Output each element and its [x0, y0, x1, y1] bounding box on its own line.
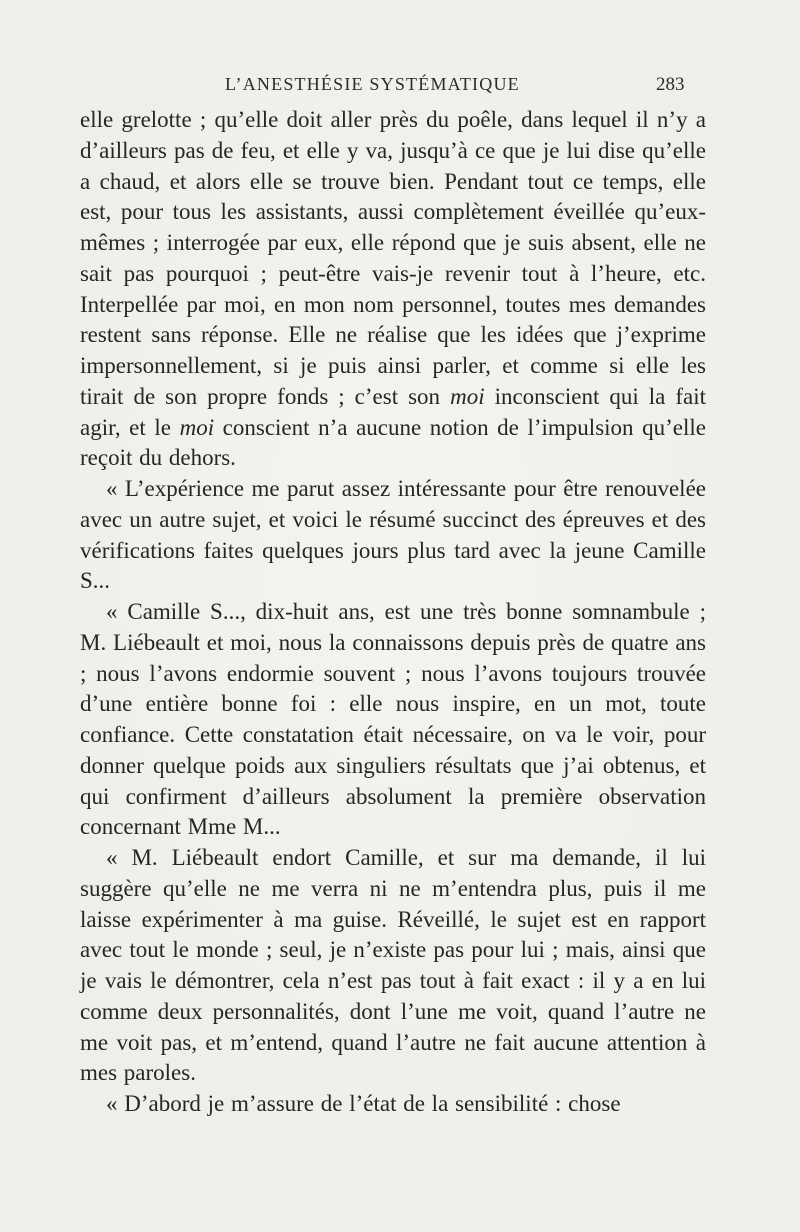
italic-word: moi [450, 383, 485, 409]
text-run: elle grelotte ; qu’elle doit aller près du poêle, dans lequel il n’y a d’ailleurs pas de feu, et elle y va, jusqu’à ce que je lui dise qu’elle a chaud, et alors elle se trouve bien. Pendant tout ce temps, elle est, pour tous les assistants, aussi complètement éveillée qu’eux-mêmes ; interrogée par eux, elle répond que je suis absent, elle ne sait pas pourquoi ; peut-être vais-je revenir tout à l’heure, etc. Interpellée par moi, en mon nom personnel, toutes mes demandes restent sans réponse. Elle ne réalise que les idées que j’exprime impersonnellement, si je puis ainsi parler, et comme si elle les tirait de son propre fonds ; c’est son [80, 107, 706, 409]
running-title: L’ANESTHÉSIE SYSTÉMATIQUE [225, 74, 520, 94]
text-run: inconscient qui la fait agir, et le [80, 383, 707, 440]
text-run: « L’expérience me parut assez intéressante pour être renouvelée avec un autre sujet, et voici le résumé succinct des épreuves et des vérifications faites quelques jours plus tard avec la jeune Camille S... [80, 476, 706, 594]
body-text [80, 105, 706, 1120]
paragraph [80, 843, 706, 1089]
paragraph [80, 1089, 706, 1120]
paragraph [80, 105, 706, 474]
page-header [0, 74, 800, 98]
paragraph [80, 597, 706, 843]
text-run: conscient n’a aucune notion de l’impulsion qu’elle reçoit du dehors. [80, 414, 706, 471]
page-number: 283 [656, 74, 685, 95]
text-run: « D’abord je m’assure de l’état de la sensibilité : chose [106, 1091, 621, 1116]
paragraph [80, 474, 706, 597]
text-run: « M. Liébeault endort Camille, et sur ma demande, il lui suggère qu’elle ne me verra ni ne m’entendra plus, puis il me laisse expérimenter à ma guise. Réveillé, le sujet est en rapport avec tout le monde ; seul, je n’existe pas pour lui ; mais, ainsi que je vais le démontrer, cela n’est pas tout à fait exact : il y a en lui comme deux personnalités, dont l’une me voit, quand l’autre ne me voit pas, et m’entend, quand l’autre ne fait aucune attention à mes paroles. [80, 845, 706, 1086]
italic-word: moi [179, 414, 215, 440]
text-run: « Camille S..., dix-huit ans, est une très bonne somnambule ; M. Liébeault et moi, nous la connaissons depuis près de quatre ans ; nous l’avons endormie souvent ; nous l’avons toujours trouvée d’une entière bonne foi : elle nous inspire, en un mot, toute confiance. Cette constatation était nécessaire, on va le voir, pour donner quelque poids aux singuliers résultats que j’ai obtenus, et qui confirment d’ailleurs absolument la première observation concernant Mme M... [80, 599, 706, 840]
